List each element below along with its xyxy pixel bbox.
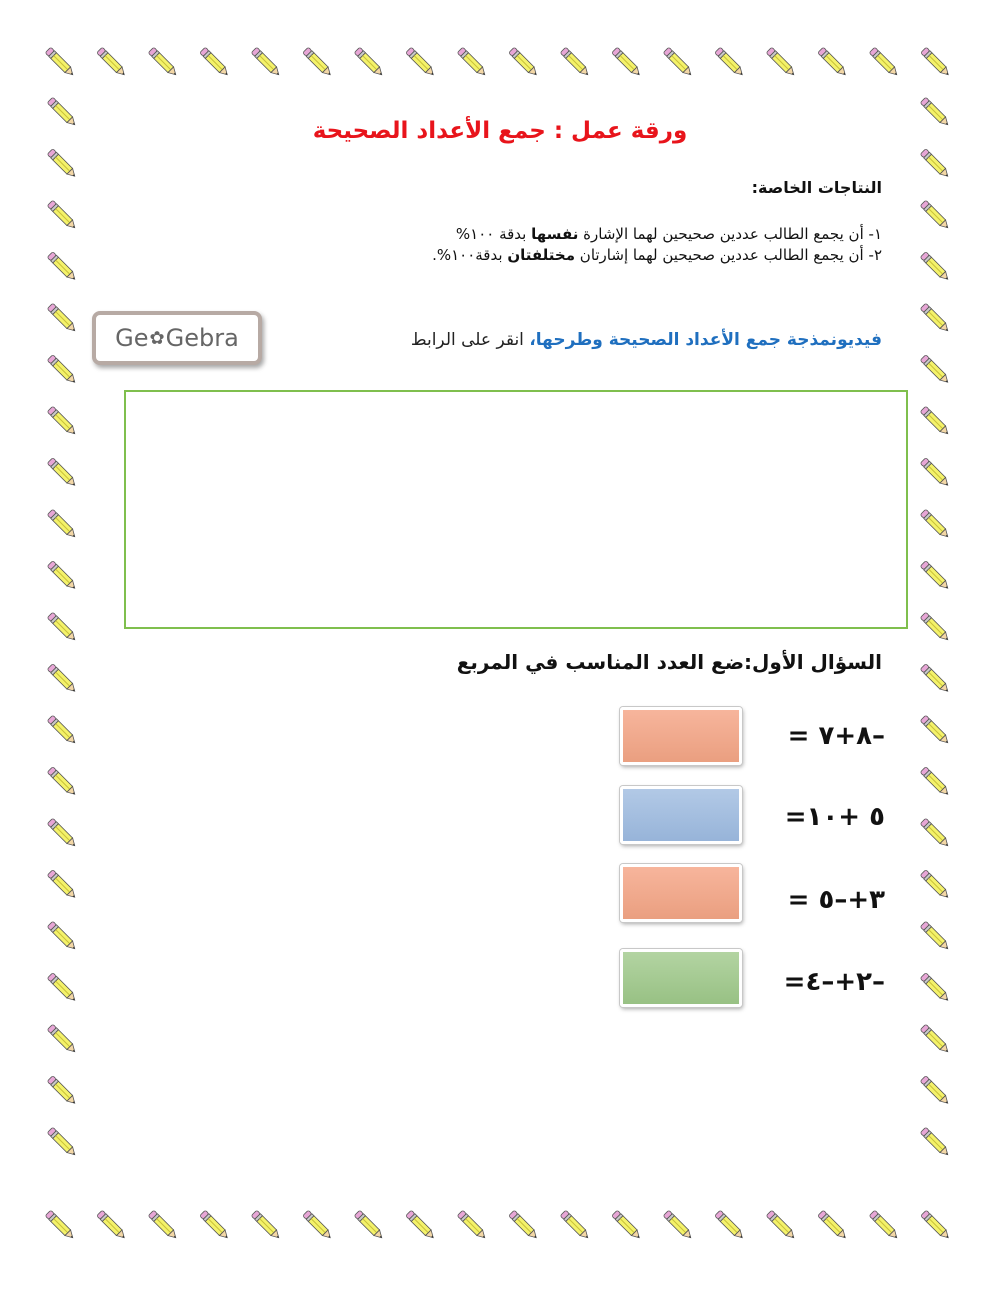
pencil-icon: [47, 303, 77, 333]
answer-box-4[interactable]: [620, 949, 742, 1007]
pencil-icon: [766, 47, 796, 77]
pencil-icon: [920, 818, 950, 848]
pencil-icon: [251, 47, 281, 77]
answer-box-3[interactable]: [620, 864, 742, 922]
pencil-icon: [97, 1210, 127, 1240]
pencil-icon: [200, 1210, 230, 1240]
pencil-icon: [457, 1210, 487, 1240]
pencil-icon: [509, 1210, 539, 1240]
pencil-icon: [47, 870, 77, 900]
pencil-icon: [47, 1127, 77, 1157]
pencil-icon: [251, 1210, 281, 1240]
outcome-2-text: أن يجمع الطالب عددين صحيحين لهما إشارتان: [579, 246, 864, 264]
pencil-icon: [920, 767, 950, 797]
pencil-icon: [920, 715, 950, 745]
pencil-icon: [47, 1024, 77, 1054]
page-title: ورقة عمل : جمع الأعداد الصحيحة: [312, 118, 688, 144]
pencil-icon: [920, 355, 950, 385]
pencil-icon: [47, 97, 77, 127]
geogebra-label-end: Gebra: [165, 324, 239, 352]
outcome-1-number: ١-: [868, 225, 882, 243]
geogebra-label-start: Ge: [115, 324, 149, 352]
question-heading: السؤال الأول:ضع العدد المناسب في المربع: [456, 650, 882, 674]
pencil-icon: [920, 1127, 950, 1157]
pencil-icon: [47, 1076, 77, 1106]
pencil-icon: [45, 47, 75, 77]
outcome-item-1: [456, 225, 882, 243]
pencil-icon: [920, 252, 950, 282]
outcome-2-bold: مختلفتان: [507, 246, 576, 264]
pencil-icon: [200, 47, 230, 77]
pencil-icon: [920, 1076, 950, 1106]
pencil-icon: [920, 973, 950, 1003]
pencil-icon: [47, 200, 77, 230]
pencil-icon: [303, 47, 333, 77]
pencil-icon: [457, 47, 487, 77]
pencil-icon: [97, 47, 127, 77]
pencil-icon: [560, 47, 590, 77]
outcome-1-text: أن يجمع الطالب عددين صحيحين لهما الإشارة: [583, 225, 864, 243]
outcome-1-accuracy: بدقة ١٠٠%: [455, 225, 527, 243]
pencil-icon: [148, 47, 178, 77]
pencil-icon: [920, 870, 950, 900]
pencil-icon: [766, 1210, 796, 1240]
pencil-icon: [509, 47, 539, 77]
equation-4: –٢+–٤=: [783, 967, 885, 997]
equation-1: –٨+٧ =: [787, 721, 885, 751]
pencil-icon: [869, 47, 899, 77]
pencil-icon: [818, 47, 848, 77]
outcome-2-accuracy: بدقة١٠٠%.: [432, 246, 503, 264]
pencil-icon: [920, 200, 950, 230]
pencil-icon: [406, 1210, 436, 1240]
pencil-icon: [47, 561, 77, 591]
video-instruction-line: [411, 330, 882, 350]
outcome-item-2: [432, 246, 882, 264]
pencil-icon: [47, 973, 77, 1003]
pencil-icon: [920, 149, 950, 179]
outcome-1-bold: نفسها: [531, 225, 579, 243]
equation-3: ٣+–٥ =: [787, 885, 885, 915]
pencil-icon: [47, 612, 77, 642]
pencil-icon: [47, 818, 77, 848]
pencil-icon: [920, 612, 950, 642]
answer-box-2[interactable]: [620, 786, 742, 844]
answer-box-1[interactable]: [620, 707, 742, 765]
pencil-icon: [920, 1024, 950, 1054]
video-embed-frame[interactable]: [124, 390, 908, 629]
pencil-icon: [47, 252, 77, 282]
pencil-icon: [47, 355, 77, 385]
geogebra-logo-icon: ✿: [149, 327, 165, 349]
pencil-icon: [920, 303, 950, 333]
pencil-icon: [818, 1210, 848, 1240]
pencil-icon: [45, 1210, 75, 1240]
video-link[interactable]: فيديونمذجة جمع الأعداد الصحيحة وطرحها،: [529, 330, 882, 350]
pencil-icon: [715, 1210, 745, 1240]
pencil-icon: [47, 458, 77, 488]
pencil-icon: [921, 47, 951, 77]
outcome-2-number: ٢-: [868, 246, 882, 264]
pencil-icon: [663, 1210, 693, 1240]
pencil-icon: [663, 47, 693, 77]
pencil-icon: [47, 149, 77, 179]
pencil-icon: [406, 47, 436, 77]
geogebra-link-button[interactable]: [92, 311, 262, 365]
pencil-icon: [47, 509, 77, 539]
pencil-icon: [920, 561, 950, 591]
pencil-icon: [47, 767, 77, 797]
pencil-icon: [921, 1210, 951, 1240]
pencil-icon: [715, 47, 745, 77]
pencil-icon: [920, 921, 950, 951]
pencil-icon: [303, 1210, 333, 1240]
pencil-icon: [869, 1210, 899, 1240]
pencil-icon: [354, 47, 384, 77]
pencil-icon: [47, 664, 77, 694]
pencil-icon: [920, 458, 950, 488]
pencil-icon: [612, 47, 642, 77]
pencil-icon: [47, 715, 77, 745]
pencil-icon: [612, 1210, 642, 1240]
pencil-icon: [920, 509, 950, 539]
equation-2: ٥ +١٠=: [784, 802, 885, 832]
pencil-icon: [47, 406, 77, 436]
pencil-icon: [920, 97, 950, 127]
pencil-icon: [148, 1210, 178, 1240]
pencil-icon: [920, 664, 950, 694]
pencil-icon: [560, 1210, 590, 1240]
outcomes-heading: النتاجات الخاصة:: [751, 178, 882, 197]
video-instruction: انقر على الرابط: [410, 330, 524, 350]
pencil-icon: [920, 406, 950, 436]
pencil-icon: [47, 921, 77, 951]
pencil-icon: [354, 1210, 384, 1240]
